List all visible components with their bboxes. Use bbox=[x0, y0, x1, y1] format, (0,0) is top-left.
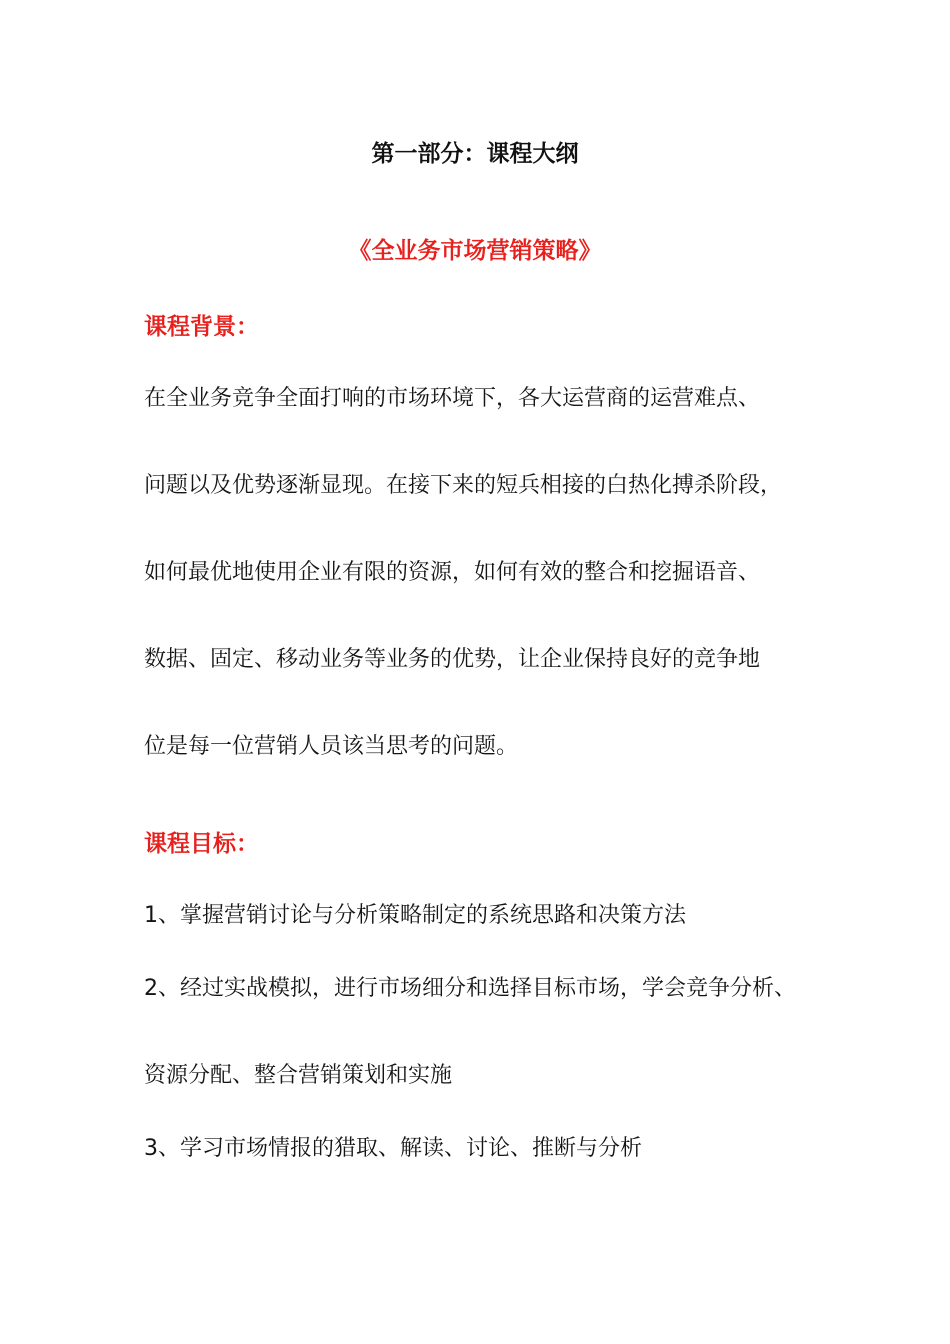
objective-line: 3、学习市场情报的猎取、解读、讨论、推断与分析 bbox=[144, 1136, 642, 1161]
background-line: 在全业务竞争全面打响的市场环境下，各大运营商的运营难点、 bbox=[144, 386, 761, 411]
background-line: 问题以及优势逐渐显现。在接下来的短兵相接的白热化搏杀阶段， bbox=[144, 473, 783, 498]
background-line: 数据、固定、移动业务等业务的优势，让企业保持良好的竞争地 bbox=[144, 647, 761, 672]
objective-line: 1、掌握营销讨论与分析策略制定的系统思路和决策方法 bbox=[144, 903, 686, 928]
background-heading: 课程背景： bbox=[144, 314, 259, 340]
objectives-heading: 课程目标： bbox=[144, 831, 259, 857]
background-line: 位是每一位营销人员该当思考的问题。 bbox=[144, 734, 519, 759]
objective-line: 资源分配、整合营销策划和实施 bbox=[144, 1063, 453, 1088]
course-title: 《全业务市场营销策略》 bbox=[348, 238, 602, 264]
background-line: 如何最优地使用企业有限的资源，如何有效的整合和挖掘语音、 bbox=[144, 560, 761, 585]
objective-line: 2、经过实战模拟，进行市场细分和选择目标市场，学会竞争分析、 bbox=[144, 976, 796, 1001]
part-title: 第一部分：课程大纲 bbox=[371, 141, 579, 167]
